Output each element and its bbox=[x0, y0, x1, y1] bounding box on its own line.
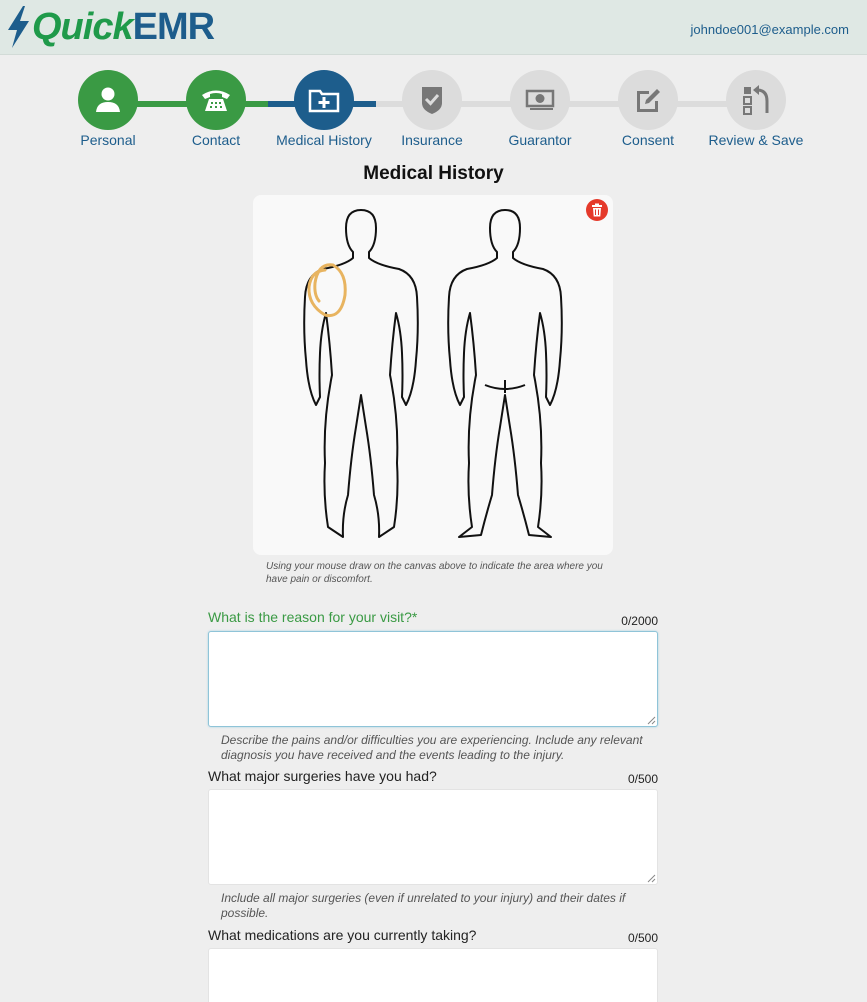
reason-help-text: Describe the pains and/or difficulties you are experiencing. Include any relevant diagnosis you have received and the events leading to the injury. bbox=[221, 733, 643, 762]
step-insurance[interactable] bbox=[372, 70, 492, 148]
canvas-help-text: Using your mouse draw on the canvas above to indicate the area where you have pain or discomfort. bbox=[266, 561, 603, 585]
medications-counter: 0/500 bbox=[627, 931, 658, 945]
medications-textarea[interactable] bbox=[208, 948, 658, 1002]
phone-icon bbox=[200, 86, 232, 114]
user-icon bbox=[93, 85, 123, 115]
progress-stepper bbox=[0, 70, 867, 160]
step-label: Review & Save bbox=[708, 132, 804, 148]
body-drawing-canvas[interactable] bbox=[253, 195, 613, 555]
step-personal[interactable] bbox=[48, 70, 168, 148]
reason-textarea[interactable] bbox=[208, 631, 658, 727]
step-label: Insurance bbox=[401, 132, 463, 148]
step-review-save[interactable] bbox=[696, 70, 816, 148]
reason-label: What is the reason for your visit?* bbox=[208, 609, 418, 625]
step-label: Guarantor bbox=[508, 132, 572, 148]
surgeries-counter: 0/500 bbox=[627, 772, 658, 786]
resize-grip-icon[interactable] bbox=[646, 715, 656, 725]
step-contact[interactable] bbox=[156, 70, 276, 148]
step-guarantor[interactable] bbox=[480, 70, 600, 148]
review-icon bbox=[741, 84, 771, 116]
surgeries-textarea[interactable] bbox=[208, 789, 658, 885]
step-label: Personal bbox=[80, 132, 136, 148]
step-label: Consent bbox=[621, 132, 675, 148]
shield-check-icon bbox=[419, 85, 445, 115]
page-title: Medical History bbox=[363, 163, 504, 184]
body-outline-figure bbox=[253, 195, 613, 555]
surgeries-help-text: Include all major surgeries (even if unrelated to your injury) and their dates if possible. bbox=[221, 891, 626, 920]
user-email[interactable]: johndoe001@example.com bbox=[690, 22, 849, 37]
logo-quick-text: Quick bbox=[32, 6, 133, 48]
resize-grip-icon[interactable] bbox=[646, 873, 656, 883]
reason-counter: 0/2000 bbox=[621, 614, 658, 628]
step-label: Contact bbox=[191, 132, 241, 148]
step-medical-history[interactable] bbox=[264, 70, 384, 148]
clear-drawing-button[interactable] bbox=[586, 199, 608, 221]
medical-folder-icon bbox=[308, 87, 340, 113]
step-label: Medical History bbox=[276, 132, 372, 148]
app-header bbox=[0, 0, 867, 55]
bolt-icon bbox=[4, 4, 32, 50]
pain-drawing-mark bbox=[309, 265, 345, 316]
trash-icon bbox=[591, 203, 603, 217]
surgeries-label: What major surgeries have you had? bbox=[208, 768, 437, 784]
step-consent[interactable] bbox=[588, 70, 708, 148]
edit-icon bbox=[633, 85, 663, 115]
quickemr-logo[interactable] bbox=[4, 4, 214, 50]
money-icon bbox=[524, 88, 556, 112]
logo-emr-text: EMR bbox=[132, 6, 215, 48]
medications-label: What medications are you currently taking? bbox=[208, 927, 477, 943]
